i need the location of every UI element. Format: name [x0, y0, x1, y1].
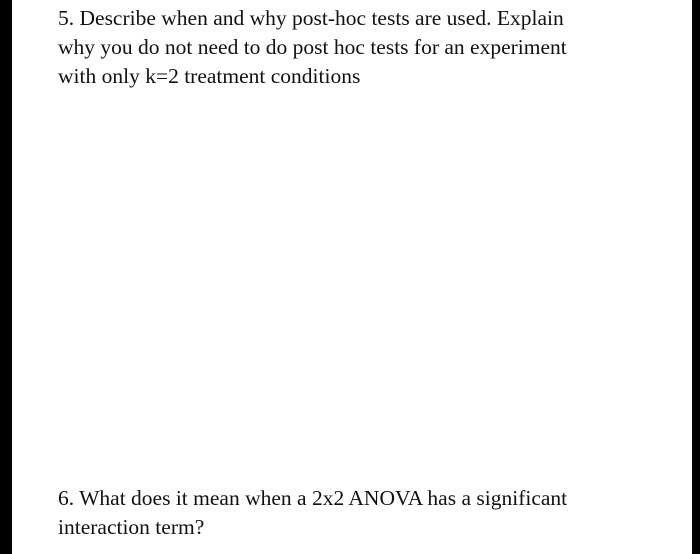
document-page: [12, 0, 692, 554]
question-5: [58, 4, 658, 91]
question-6: [58, 484, 658, 542]
question-6-line-2: interaction term?: [58, 515, 205, 539]
question-6-line-1: 6. What does it mean when a 2x2 ANOVA has a significant: [58, 486, 568, 510]
question-5-line-3: with only k=2 treatment conditions: [58, 64, 361, 88]
question-5-line-2: why you do not need to do post hoc tests for an experiment: [58, 35, 567, 59]
question-5-line-1: 5. Describe when and why post-hoc tests are used. Explain: [58, 6, 564, 30]
